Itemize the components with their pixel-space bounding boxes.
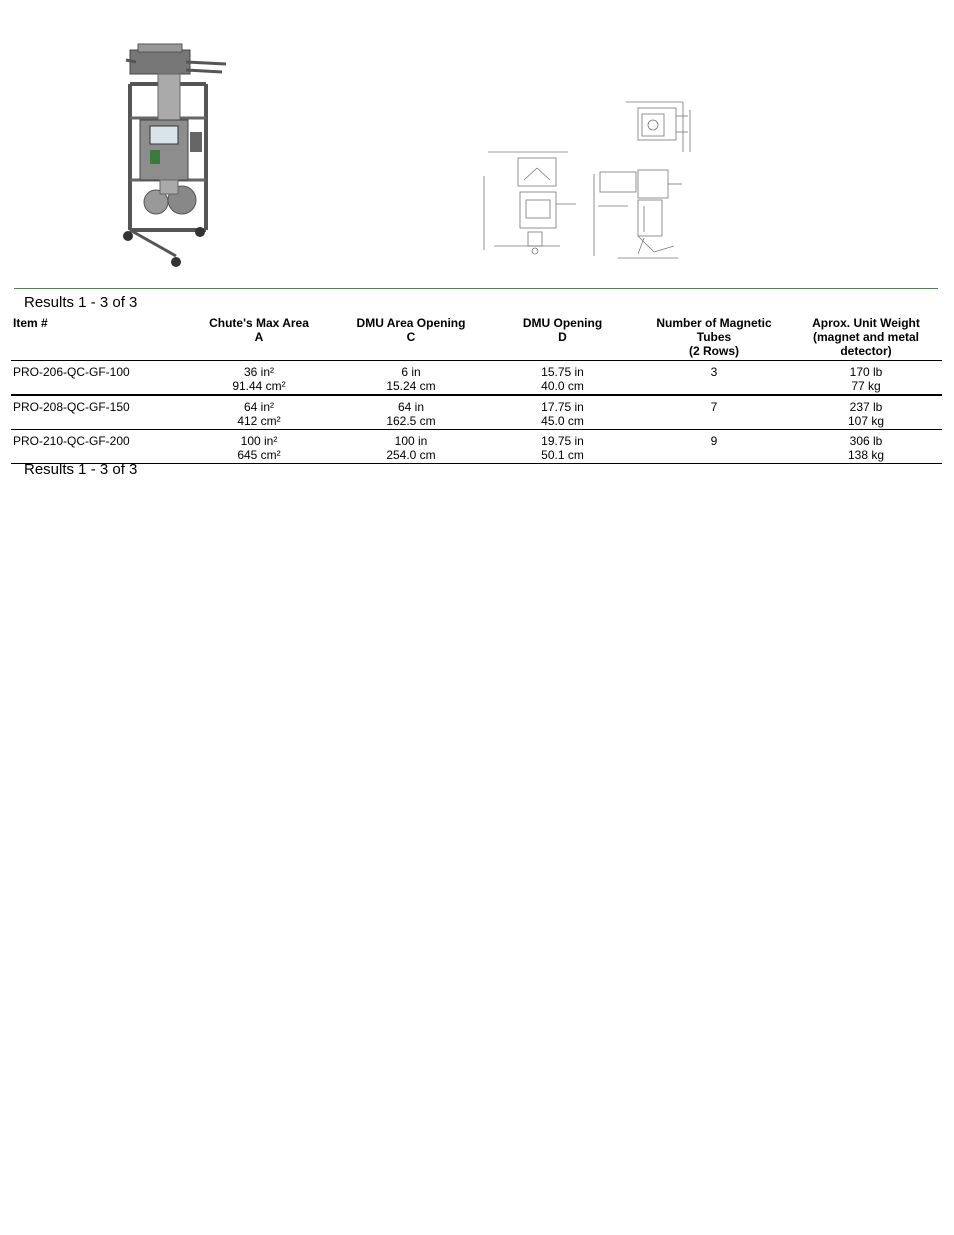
header-dmu-opening: DMU Opening D <box>487 314 638 361</box>
dmu-opening: 15.75 in 40.0 cm <box>487 361 638 396</box>
unit-weight: 306 lb 138 kg <box>790 430 942 464</box>
header-dmu-area-opening: DMU Area Opening C <box>335 314 487 361</box>
item-number: PRO-210-QC-GF-200 <box>11 430 183 464</box>
item-number: PRO-206-QC-GF-100 <box>11 361 183 396</box>
section-divider <box>14 288 938 289</box>
results-count-top: Results 1 - 3 of 3 <box>24 294 138 311</box>
product-photo <box>116 40 232 270</box>
header-magnetic-tubes: Number of Magnetic Tubes (2 Rows) <box>638 314 790 361</box>
table-row <box>11 395 942 430</box>
header-chute-max-area: Chute's Max Area A <box>183 314 335 361</box>
technical-drawing <box>478 96 700 266</box>
magnetic-tubes: 7 <box>638 395 790 430</box>
chute-max-area: 36 in² 91.44 cm² <box>183 361 335 396</box>
dmu-opening: 17.75 in 45.0 cm <box>487 395 638 430</box>
unit-weight: 170 lb 77 kg <box>790 361 942 396</box>
table-row <box>11 361 942 396</box>
header-item: Item # <box>11 314 183 361</box>
magnetic-tubes: 9 <box>638 430 790 464</box>
table-row <box>11 430 942 464</box>
results-count-bottom: Results 1 - 3 of 3 <box>24 461 138 478</box>
chute-max-area: 64 in² 412 cm² <box>183 395 335 430</box>
dmu-area-opening: 64 in 162.5 cm <box>335 395 487 430</box>
item-number: PRO-208-QC-GF-150 <box>11 395 183 430</box>
unit-weight: 237 lb 107 kg <box>790 395 942 430</box>
results-table <box>11 314 942 464</box>
table-header-row <box>11 314 942 361</box>
chute-max-area: 100 in² 645 cm² <box>183 430 335 464</box>
magnetic-tubes: 3 <box>638 361 790 396</box>
header-unit-weight: Aprox. Unit Weight (magnet and metal detector) <box>790 314 942 361</box>
product-images <box>0 0 954 285</box>
dmu-opening: 19.75 in 50.1 cm <box>487 430 638 464</box>
dmu-area-opening: 100 in 254.0 cm <box>335 430 487 464</box>
dmu-area-opening: 6 in 15.24 cm <box>335 361 487 396</box>
